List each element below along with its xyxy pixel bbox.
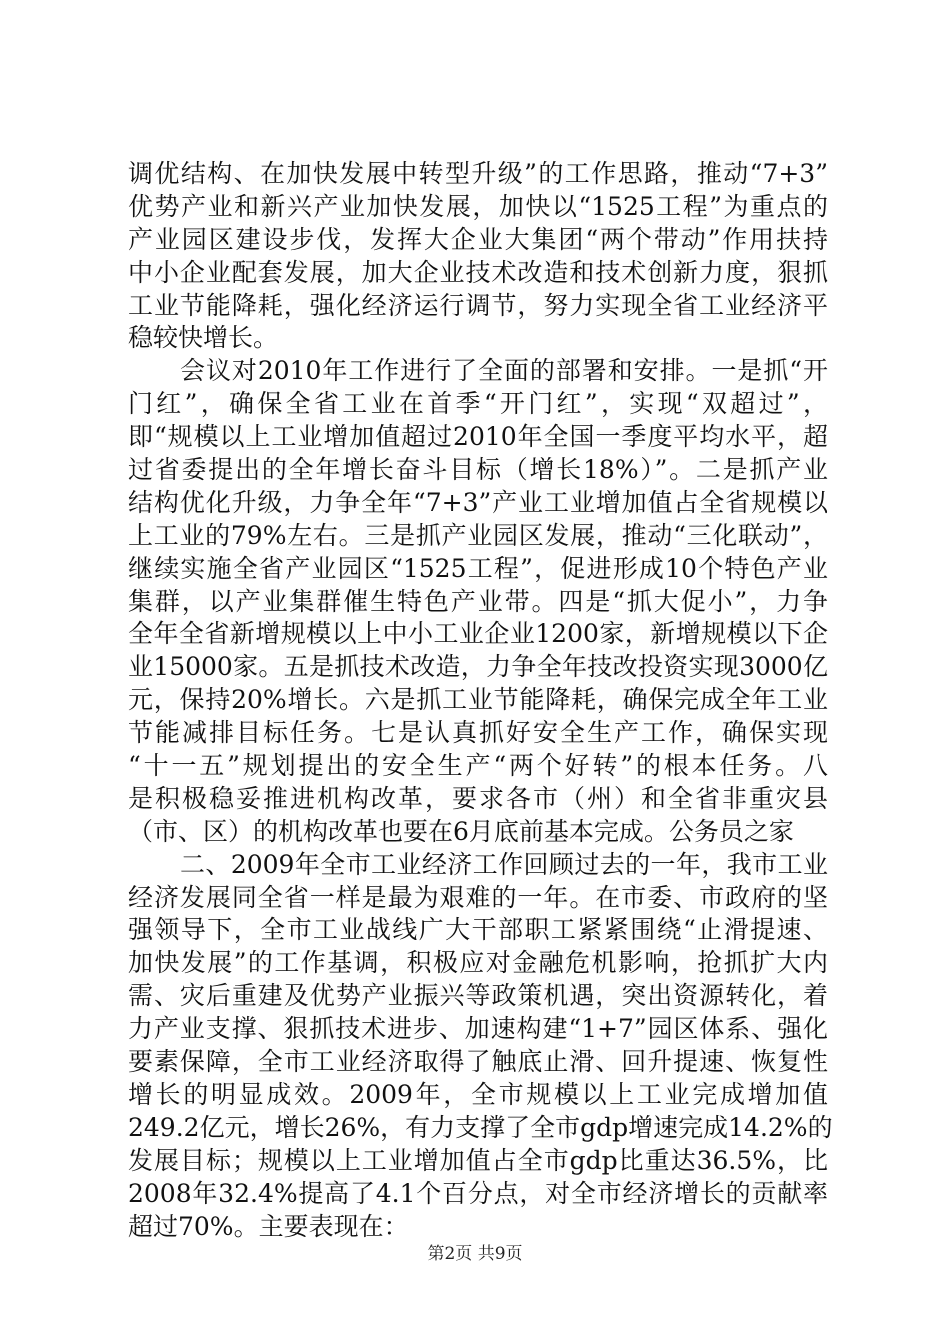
text-line: 门红”，确保全省工业在首季“开门红”，实现“双超过”， <box>128 389 828 419</box>
text-line: 结构优化升级，力争全年“7+3”产业工业增加值占全省规模以 <box>128 487 828 517</box>
paragraph-first-line: 二、2009年全市工业经济工作回顾过去的一年，我市工业 <box>180 849 828 879</box>
text-line: 即“规模以上工业增加值超过2010年全国一季度平均水平，超 <box>128 422 828 452</box>
text-line: 强领导下，全市工业战线广大干部职工紧紧围绕“止滑提速、 <box>128 915 828 945</box>
text-line: 继续实施全省产业园区“1525工程”，促进形成10个特色产业 <box>128 553 828 583</box>
text-line: 上工业的79%左右。三是抓产业园区发展，推动“三化联动”， <box>128 520 828 550</box>
text-line: 力产业支撑、狠抓技术进步、加速构建“1+7”园区体系、强化 <box>128 1014 828 1044</box>
text-line: 发展目标；规模以上工业增加值占全市gdp比重达36.5%，比 <box>128 1145 828 1175</box>
text-line: 中小企业配套发展，加大企业技术改造和技术创新力度，狠抓 <box>128 257 828 287</box>
text-line: 集群，以产业集群催生特色产业带。四是“抓大促小”，力争 <box>128 586 828 616</box>
text-line: 经济发展同全省一样是最为艰难的一年。在市委、市政府的坚 <box>128 882 828 912</box>
text-line: 元，保持20%增长。六是抓工业节能降耗，确保完成全年工业 <box>128 685 828 715</box>
text-line: 需、灾后重建及优势产业振兴等政策机遇，突出资源转化，着 <box>128 981 828 1011</box>
text-line: 超过70%。主要表现在： <box>128 1211 409 1241</box>
text-line: 增长的明显成效。2009年，全市规模以上工业完成增加值 <box>128 1079 828 1109</box>
paragraph-first-line: 会议对2010年工作进行了全面的部署和安排。一是抓“开 <box>180 356 828 386</box>
page-number-footer: 第2页 共9页 <box>427 1244 523 1264</box>
text-line: 是积极稳妥推进机构改革，要求各市（州）和全省非重灾县 <box>128 783 828 813</box>
text-line: 要素保障，全市工业经济取得了触底止滑、回升提速、恢复性 <box>128 1047 828 1077</box>
text-line: 加快发展”的工作基调，积极应对金融危机影响，抢抓扩大内 <box>128 948 828 978</box>
text-line: 249.2亿元，增长26%，有力支撑了全市gdp增速完成14.2%的 <box>128 1112 833 1142</box>
document-body <box>128 158 833 1243</box>
text-line: 过省委提出的全年增长奋斗目标（增长18%）”。二是抓产业 <box>128 455 828 485</box>
text-line: “十一五”规划提出的安全生产“两个好转”的根本任务。八 <box>128 751 828 781</box>
text-line: 产业园区建设步伐，发挥大企业大集团“两个带动”作用扶持 <box>128 224 828 254</box>
text-line: 2008年32.4%提高了4.1个百分点，对全市经济增长的贡献率 <box>128 1178 828 1208</box>
text-line: 调优结构、在加快发展中转型升级”的工作思路，推动“7+3” <box>128 159 828 188</box>
text-line: 稳较快增长。 <box>128 323 279 353</box>
text-line: 全年全省新增规模以上中小工业企业1200家，新增规模以下企 <box>128 619 828 649</box>
text-line: 工业节能降耗，强化经济运行调节，努力实现全省工业经济平 <box>128 290 828 320</box>
text-line: （市、区）的机构改革也要在6月底前基本完成。公务员之家 <box>128 816 794 846</box>
text-line: 优势产业和新兴产业加快发展，加快以“1525工程”为重点的 <box>128 191 828 221</box>
text-line: 业15000家。五是抓技术改造，力争全年技改投资实现3000亿 <box>128 652 828 682</box>
text-line: 节能减排目标任务。七是认真抓好安全生产工作，确保实现 <box>128 718 828 748</box>
